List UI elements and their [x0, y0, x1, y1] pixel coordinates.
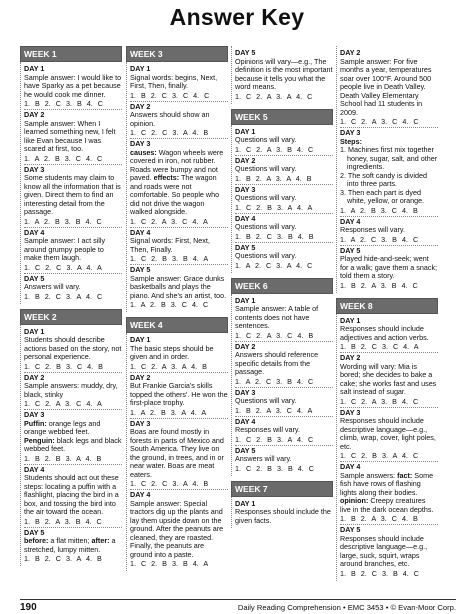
day-response: Questions will vary.: [235, 251, 297, 260]
answer-choices: 1. A 2. C 3. A 4. C: [235, 260, 313, 270]
answer-choices: 1. C 2. A 3. C 4. B: [235, 330, 314, 340]
week-body: [336, 46, 438, 293]
day-label: DAY 1: [24, 326, 45, 336]
day-label: DAY 3: [24, 164, 45, 174]
day-response: causes: Wagon wheels were covered in iron, not rubber. Roads were bumpy and not paved. effects: The wagon and roads were not comfortable. So people who did not drive the wagon walked alongside.: [130, 147, 224, 216]
day-response: Answers will vary.: [24, 282, 81, 291]
column-2: [126, 46, 228, 571]
day-entry: [340, 461, 438, 524]
page-number: 190: [20, 602, 37, 613]
day-response: Sample answers: fact: Some fish have rows of flashing lights along their bodies. opinion: Creepy creatures live in the dark ocean depths.: [340, 470, 434, 514]
day-label: DAY 2: [130, 101, 151, 111]
day-entry: [130, 418, 228, 490]
week-section: [231, 278, 333, 476]
day-entry: [235, 445, 333, 474]
day-entry: [24, 409, 122, 464]
day-label: DAY 2: [130, 372, 151, 382]
week-heading: WEEK 1: [20, 46, 122, 62]
answer-choices: 1. B 2. C 3. C 4. A: [340, 342, 419, 351]
day-entry: [340, 245, 438, 291]
day-entry: [340, 127, 438, 216]
day-entry: [340, 316, 438, 353]
day-response: Students should act out these steps: locating a puffin with a flashlight, placing the bird in a box, and tossing the bird into the air toward the ocean.: [24, 473, 119, 516]
day-label: DAY 4: [24, 227, 45, 237]
day-entry: [235, 213, 333, 242]
answer-choices: 1. C 2. C 3. A 4. B: [130, 479, 209, 488]
week-heading: WEEK 6: [231, 278, 333, 294]
day-response: Responses should include the given facts.: [235, 507, 331, 525]
week-section: [20, 46, 122, 304]
week-section: [336, 298, 438, 581]
answer-choices: 1. C 2. C 3. A 4. B: [130, 128, 209, 137]
day-response: Answers should show an opinion.: [130, 110, 210, 128]
day-label: DAY 5: [235, 242, 256, 252]
answer-choices: 1. C 2. B 3. B 4. A: [130, 559, 209, 568]
answer-choices: 1. C 2. A 3. B 4. C: [340, 396, 419, 406]
answer-choices: 1. B 2. A 3. C 4. A: [235, 405, 313, 415]
week-heading: WEEK 8: [336, 298, 438, 314]
week-body: [231, 125, 333, 273]
day-label: DAY 4: [340, 216, 361, 226]
day-response: Responses will vary.: [340, 225, 405, 234]
day-response: Answers will vary.: [235, 454, 292, 463]
week-heading: WEEK 3: [126, 46, 228, 62]
day-entry: [340, 524, 438, 579]
day-response: Questions will vary.: [235, 396, 297, 405]
week-body: [336, 314, 438, 581]
day-response: Questions will vary.: [235, 164, 297, 173]
week-heading: WEEK 5: [231, 109, 333, 125]
day-response: Signal words: First, Next, Then, Finally.: [130, 236, 210, 254]
day-label: DAY 3: [235, 387, 256, 397]
answer-choices: 1. C 2. A 3. C 4. A: [130, 216, 208, 226]
page-footer: [20, 599, 456, 613]
day-response: Sample answer: For five months a year, temperatures soar over 100°F. Around 500 people live in Death Valley. Death Valley Elementary School had 11 students in 2009.: [340, 56, 432, 117]
answer-choices: 1. A 2. B 3. C 4. C: [24, 153, 103, 163]
answer-choices: 1. C 2. B 3. B 4. A: [130, 254, 209, 263]
day-entry: [235, 387, 333, 416]
day-entry: [130, 372, 228, 418]
day-label: DAY 1: [235, 295, 256, 305]
day-label: DAY 1: [130, 335, 151, 344]
day-label: DAY 3: [130, 139, 151, 148]
day-label: DAY 3: [24, 410, 45, 419]
steps-list: [340, 138, 438, 206]
day-label: DAY 5: [235, 48, 256, 57]
day-response: Answers should reference specific details from the passage.: [235, 350, 319, 376]
day-entry: [235, 242, 333, 271]
answer-choices: 1. B 2. C 3. B 4. C: [340, 568, 419, 578]
day-label: DAY 5: [130, 265, 151, 274]
day-entry: [235, 499, 333, 527]
day-entry: [235, 127, 333, 155]
step-item: 3. Then each part is dyed white, yellow, or orange.: [340, 187, 425, 205]
week-body: [126, 62, 228, 312]
answer-choices: 1. B 2. C 3. C 4. C: [130, 90, 210, 100]
day-response: Responses will vary.: [235, 425, 300, 434]
week-section: [126, 46, 228, 312]
day-response: Sample answer: I would like to have Sparky as a pet because he would cook me dinner.: [24, 72, 122, 99]
day-label: DAY 2: [340, 353, 361, 362]
answer-choices: 1. B 2. C 3. A 4. B: [24, 554, 102, 563]
week-heading: WEEK 2: [20, 309, 122, 325]
week-section: [231, 46, 333, 104]
answer-choices: 1. A 2. B 3. B 4. C: [24, 216, 102, 226]
week-section: [231, 109, 333, 273]
answer-choices: 1. C 2. B 3. C 4. B: [24, 361, 103, 371]
day-label: DAY 5: [24, 527, 45, 537]
day-response: Wording will vary: Mia is bored; she decides to bake a cake; she works fast and uses salt instead of sugar.: [340, 361, 437, 396]
week-section: [231, 481, 333, 529]
week-body: [20, 325, 122, 567]
day-response: Sample answers: muddy, dry, black, stinky: [24, 381, 118, 399]
week-heading: WEEK 7: [231, 481, 333, 497]
answer-choices: 1. C 2. B 3. A 4. A: [235, 202, 313, 212]
day-entry: [340, 216, 438, 245]
page-title: Answer Key: [169, 4, 305, 30]
week-section: [336, 46, 438, 293]
answer-choices: 1. B 2. A 3. A 4. B: [235, 173, 312, 183]
day-entry: [24, 372, 122, 410]
day-label: DAY 5: [340, 525, 361, 534]
day-response: Opinions will vary—e.g., The definition is the most important because it tells you what the word means.: [235, 56, 333, 91]
day-label: DAY 3: [340, 128, 361, 137]
day-entry: [130, 264, 228, 310]
day-response: Questions will vary.: [235, 193, 297, 202]
day-entry: [235, 155, 333, 184]
day-response: The basic steps should be given and in order.: [130, 343, 214, 361]
step-item: 2. The soft candy is divided into three parts.: [340, 170, 427, 188]
answer-choices: 1. B 2. A 3. B 4. C: [340, 280, 418, 290]
answer-choices: 1. C 2. A 3. C 4. A: [24, 399, 102, 408]
day-entry: [24, 64, 122, 109]
day-label: DAY 1: [340, 315, 361, 325]
answer-choices: 1. A 2. B 3. C 4. B: [340, 205, 418, 215]
day-label: DAY 4: [130, 490, 151, 499]
week-section: [126, 317, 228, 571]
week-body: [126, 333, 228, 571]
day-entry: [340, 407, 438, 462]
answer-choices: 1. A 2. C 3. B 4. C: [235, 376, 314, 386]
day-response: Signal words: begins, Next, First, Then, finally.: [130, 72, 218, 90]
day-response: Sample answer: When I learned something new, I felt like Evan because I was scared at first, too.: [24, 118, 116, 153]
answer-choices: 1. C 2. A 3. C 4. C: [340, 117, 419, 126]
answer-choices: 1. C 2. B 3. A 4. C: [340, 451, 419, 460]
footer-credit: Daily Reading Comprehension • EMC 3453 • © Evan-Moor Corp.: [237, 603, 456, 612]
day-label: DAY 1: [24, 64, 45, 73]
answer-choices: 1. A 2. B 3. C 4. C: [130, 300, 209, 309]
column-4: [336, 46, 438, 581]
day-label: DAY 5: [235, 445, 256, 455]
day-entry: [24, 227, 122, 273]
week-body: [231, 294, 333, 476]
day-label: DAY 4: [24, 464, 45, 474]
answer-choices: 1. C 2. B 3. B 4. C: [235, 463, 314, 473]
day-entry: [130, 101, 228, 139]
day-response: But Frankie Garcia's skills topped the others'. He won the first-place trophy.: [130, 381, 228, 407]
day-entry: [340, 48, 438, 127]
answer-choices: 1. C 2. A 3. A 4. C: [235, 91, 313, 101]
day-response: Questions will vary.: [235, 222, 297, 231]
day-label: DAY 5: [340, 245, 361, 255]
answer-choices: 1. A 2. B 3. A 4. A: [130, 407, 207, 417]
answer-choices: 1. B 2. C 3. B 4. B: [235, 231, 314, 241]
day-response: Sample answer: I act silly around grumpy people to make them laugh.: [24, 236, 106, 262]
day-label: DAY 2: [24, 372, 45, 382]
day-label: DAY 4: [235, 416, 256, 426]
answer-choices: 1. B 2. C 3. A 4. C: [24, 291, 103, 301]
day-response: Sample answer: Special tractors dig up the plants and lay them upside down on the ground. After the peanuts are cleaned, they are roasted. Finally, the peanuts are ground into a paste.: [130, 498, 224, 559]
day-response: before: a flat mitten; after: a stretched, lumpy mitten.: [24, 536, 116, 554]
steps-label: Steps:: [340, 136, 362, 146]
answer-choices: 1. C 2. A 3. B 4. C: [235, 144, 314, 154]
day-response: Sample answer: A table of contents does not have sentences.: [235, 304, 319, 330]
day-label: DAY 3: [340, 407, 361, 417]
day-label: DAY 2: [24, 110, 45, 119]
column-3: [231, 46, 333, 528]
column-1: [20, 46, 122, 566]
day-label: DAY 4: [130, 227, 151, 237]
day-entry: [130, 489, 228, 569]
answer-choices: 1. B 2. B 3. A 4. B: [24, 453, 102, 463]
day-label: DAY 2: [235, 155, 256, 165]
answer-choices: 1. C 2. B 3. A 4. C: [235, 434, 314, 444]
day-label: DAY 1: [130, 64, 151, 73]
day-entry: [24, 164, 122, 227]
day-entry: [24, 464, 122, 527]
day-response: Responses should include descriptive language—e.g., climb, wrap, cover, light poles, etc.: [340, 416, 436, 451]
day-label: DAY 3: [235, 184, 256, 194]
day-entry: [235, 184, 333, 213]
day-response: Responses should include descriptive language—e.g., large, suck, squirt, wraps around branches, etc.: [340, 533, 428, 568]
day-entry: [24, 527, 122, 565]
day-entry: [130, 227, 228, 265]
day-label: DAY 4: [340, 462, 361, 471]
day-entry: [130, 64, 228, 101]
day-response: Boas are found mostly in forests in parts of Mexico and South America. They live on the ground, in trees, and in or near water. Boas are meat eaters.: [130, 427, 224, 479]
answer-choices: 1. B 2. A 3. C 4. B: [340, 514, 418, 523]
day-response: Played hide-and-seek; went for a walk; gave them a snack; told them a story.: [340, 254, 438, 280]
day-response: Questions will vary.: [235, 135, 297, 144]
week-section: [20, 309, 122, 567]
day-response: Sample answer: Grace dunks basketballs and plays the piano. And she's an artist, too.: [130, 273, 227, 300]
day-entry: [24, 109, 122, 164]
day-label: DAY 1: [235, 498, 256, 508]
day-label: DAY 5: [24, 273, 45, 283]
answer-choices: 1. C 2. C 3. A 4. A: [24, 262, 102, 272]
day-label: DAY 2: [340, 48, 361, 57]
week-body: [20, 62, 122, 304]
answer-choices: 1. B 2. A 3. B 4. C: [24, 516, 102, 526]
day-entry: [130, 335, 228, 372]
day-entry: [235, 341, 333, 387]
day-label: DAY 3: [130, 418, 151, 428]
day-entry: [24, 273, 122, 302]
day-response: Responses should include adjectives and action verbs.: [340, 324, 429, 342]
answer-choices: 1. C 2. A 3. A 4. B: [130, 361, 207, 371]
day-entry: [24, 327, 122, 372]
day-label: DAY 2: [235, 341, 256, 351]
day-label: DAY 1: [235, 126, 256, 136]
day-entry: [235, 296, 333, 341]
day-entry: [235, 416, 333, 445]
week-body: [231, 46, 333, 104]
day-response: Some students may claim to know all the information that is given. Direct them to find an interesting detail from the passage.: [24, 173, 121, 216]
week-heading: WEEK 4: [126, 317, 228, 333]
answer-choices: 1. B 2. C 3. B 4. C: [24, 99, 103, 108]
week-body: [231, 497, 333, 529]
answer-choices: 1. A 2. C 3. B 4. C: [340, 234, 419, 244]
day-label: DAY 4: [235, 213, 256, 223]
step-item: 1. Machines first mix together honey, sugar, salt, and other ingredients.: [340, 145, 438, 171]
day-response: Students should describe actions based on the story, not personal experience.: [24, 335, 122, 361]
day-entry: [235, 48, 333, 102]
day-entry: [130, 138, 228, 227]
day-entry: [340, 352, 438, 407]
day-response: Puffin: orange legs and orange webbed feet. Penguin: black legs and black webbed feet.: [24, 418, 122, 453]
